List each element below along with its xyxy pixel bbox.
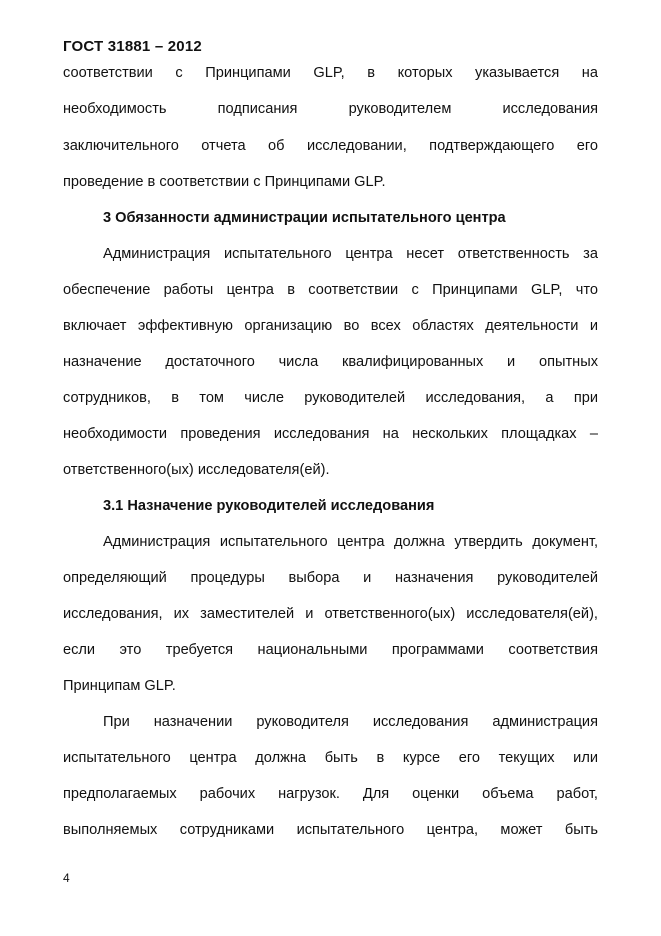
page-number: 4 — [63, 871, 70, 885]
text-line: Принципам GLP. — [63, 678, 176, 694]
text-line: необходимости проведения исследования на нескольких площадках – — [63, 426, 598, 442]
text-line: исследования, их заместителей и ответственного(ых) исследователя(ей), — [63, 606, 598, 622]
text-line: проведение в соответствии с Принципами GLP. — [63, 174, 386, 190]
text-line: сотрудников, в том числе руководителей исследования, а при — [63, 390, 598, 406]
text-line: определяющий процедуры выбора и назначения руководителей — [63, 570, 598, 586]
document-header-standard: ГОСТ 31881 – 2012 — [63, 38, 202, 55]
text-line: При назначении руководителя исследования администрация — [103, 714, 598, 730]
section-heading-3: 3 Обязанности администрации испытательного центра — [103, 210, 506, 226]
text-line: обеспечение работы центра в соответствии с Принципами GLP, что — [63, 282, 598, 298]
text-line: включает эффективную организацию во всех областях деятельности и — [63, 318, 598, 334]
text-line: ответственного(ых) исследователя(ей). — [63, 462, 330, 478]
text-line: необходимость подписания руководителем исследования — [63, 101, 598, 117]
section-heading-3-1: 3.1 Назначение руководителей исследования — [103, 498, 435, 514]
text-line: Администрация испытательного центра должна утвердить документ, — [103, 534, 598, 550]
text-line: выполняемых сотрудниками испытательного центра, может быть — [63, 822, 598, 838]
text-line: заключительного отчета об исследовании, подтверждающего его — [63, 138, 598, 154]
text-line: назначение достаточного числа квалифицированных и опытных — [63, 354, 598, 370]
text-line: испытательного центра должна быть в курсе его текущих или — [63, 750, 598, 766]
text-line: Администрация испытательного центра несет ответственность за — [103, 246, 598, 262]
text-line: если это требуется национальными программами соответствия — [63, 642, 598, 658]
text-line: предполагаемых рабочих нагрузок. Для оценки объема работ, — [63, 786, 598, 802]
text-line: соответствии с Принципами GLP, в которых указывается на — [63, 65, 598, 81]
